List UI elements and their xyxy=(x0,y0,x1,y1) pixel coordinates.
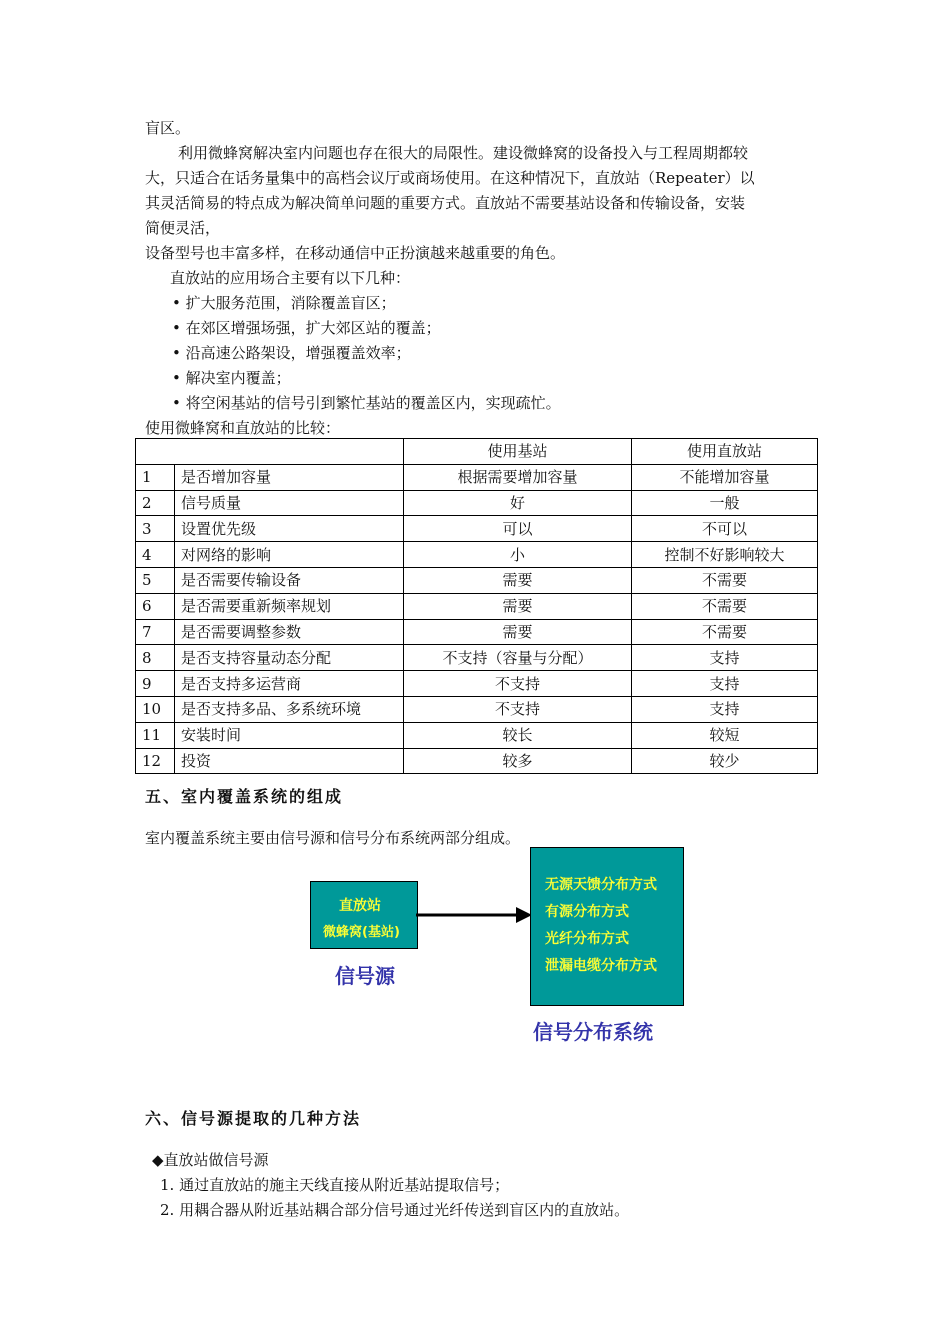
row-item-cell: 是否需要调整参数 xyxy=(175,619,404,645)
repeater-cell: 不需要 xyxy=(631,567,817,593)
base-station-cell: 不支持 xyxy=(404,671,632,697)
arrow-icon xyxy=(416,905,534,925)
repeater-cell: 控制不好影响较大 xyxy=(631,542,817,568)
paragraph-text: 设备型号也丰富多样，在移动通信中正扮演越来越重要的角色。 xyxy=(145,244,566,262)
list-item: • 将空闲基站的信号引到繁忙基站的覆盖区内，实现疏忙。 xyxy=(172,394,561,412)
row-number-cell: 8 xyxy=(136,645,175,671)
row-number-cell: 6 xyxy=(136,593,175,619)
table-row xyxy=(136,671,818,697)
row-item-cell: 是否支持容量动态分配 xyxy=(175,645,404,671)
row-item-cell: 是否需要重新频率规划 xyxy=(175,593,404,619)
distribution-box xyxy=(530,847,684,1006)
list-item: • 扩大服务范围，消除覆盖盲区； xyxy=(172,294,396,312)
subheading: ◆直放站做信号源 xyxy=(152,1151,269,1169)
row-item-cell: 设置优先级 xyxy=(175,516,404,542)
paragraph-text: 简便灵活， xyxy=(145,219,221,237)
table-header-cell: 使用基站 xyxy=(404,439,632,465)
table-row xyxy=(136,567,818,593)
signal-source-box xyxy=(310,881,418,949)
box-label: 直放站 xyxy=(339,898,381,914)
repeater-cell: 一般 xyxy=(631,490,817,516)
paragraph-text: 直放站的应用场合主要有以下几种： xyxy=(170,269,411,287)
distribution-caption: 信号分布系统 xyxy=(533,1020,653,1044)
section-heading: 六、信号源提取的几种方法 xyxy=(145,1109,362,1128)
box-label: 光纤分布方式 xyxy=(545,931,629,947)
base-station-cell: 小 xyxy=(404,542,632,568)
row-item-cell: 是否支持多运营商 xyxy=(175,671,404,697)
table-row xyxy=(136,722,818,748)
list-item: • 解决室内覆盖； xyxy=(172,369,291,387)
base-station-cell: 需要 xyxy=(404,567,632,593)
row-item-cell: 是否支持多品、多系统环境 xyxy=(175,696,404,722)
table-row xyxy=(136,696,818,722)
repeater-cell: 不能增加容量 xyxy=(631,464,817,490)
box-label: 无源天馈分布方式 xyxy=(545,877,657,893)
repeater-cell: 较短 xyxy=(631,722,817,748)
paragraph-text: 盲区。 xyxy=(145,119,191,137)
base-station-cell: 较多 xyxy=(404,748,632,774)
comparison-table xyxy=(135,438,818,774)
row-number-cell: 12 xyxy=(136,748,175,774)
base-station-cell: 较长 xyxy=(404,722,632,748)
table-header-cell: 使用直放站 xyxy=(631,439,817,465)
list-item: 1. 通过直放站的施主天线直接从附近基站提取信号； xyxy=(160,1176,510,1194)
paragraph-text: 其灵活简易的特点成为解决简单问题的重要方式。直放站不需要基站设备和传输设备，安装 xyxy=(145,194,746,212)
box-label: 泄漏电缆分布方式 xyxy=(545,958,657,974)
row-item-cell: 安装时间 xyxy=(175,722,404,748)
row-number-cell: 11 xyxy=(136,722,175,748)
row-number-cell: 7 xyxy=(136,619,175,645)
table-row xyxy=(136,516,818,542)
table-row xyxy=(136,645,818,671)
row-number-cell: 3 xyxy=(136,516,175,542)
box-label: 有源分布方式 xyxy=(545,904,629,920)
row-number-cell: 2 xyxy=(136,490,175,516)
table-header-row xyxy=(136,439,818,465)
table-header-cell xyxy=(136,439,404,465)
repeater-cell: 不需要 xyxy=(631,593,817,619)
row-number-cell: 5 xyxy=(136,567,175,593)
list-item: • 在郊区增强场强，扩大郊区站的覆盖； xyxy=(172,319,441,337)
table-row xyxy=(136,748,818,774)
table-caption: 使用微蜂窝和直放站的比较： xyxy=(145,419,341,437)
paragraph-text: 室内覆盖系统主要由信号源和信号分布系统两部分组成。 xyxy=(145,829,521,847)
box-label: 微蜂窝(基站) xyxy=(323,925,400,940)
repeater-cell: 支持 xyxy=(631,696,817,722)
base-station-cell: 需要 xyxy=(404,619,632,645)
base-station-cell: 需要 xyxy=(404,593,632,619)
row-item-cell: 信号质量 xyxy=(175,490,404,516)
row-number-cell: 4 xyxy=(136,542,175,568)
base-station-cell: 不支持 xyxy=(404,696,632,722)
repeater-cell: 不需要 xyxy=(631,619,817,645)
base-station-cell: 不支持（容量与分配） xyxy=(404,645,632,671)
repeater-cell: 支持 xyxy=(631,671,817,697)
repeater-cell: 支持 xyxy=(631,645,817,671)
list-item: 2. 用耦合器从附近基站耦合部分信号通过光纤传送到盲区内的直放站。 xyxy=(160,1201,630,1219)
row-number-cell: 10 xyxy=(136,696,175,722)
table-row xyxy=(136,490,818,516)
table-row xyxy=(136,542,818,568)
list-item: • 沿高速公路架设，增强覆盖效率； xyxy=(172,344,411,362)
row-item-cell: 对网络的影响 xyxy=(175,542,404,568)
repeater-cell: 较少 xyxy=(631,748,817,774)
base-station-cell: 根据需要增加容量 xyxy=(404,464,632,490)
table-row xyxy=(136,593,818,619)
row-number-cell: 9 xyxy=(136,671,175,697)
source-caption: 信号源 xyxy=(335,964,395,988)
row-item-cell: 是否需要传输设备 xyxy=(175,567,404,593)
paragraph-text: 利用微蜂窝解决室内问题也存在很大的局限性。建设微蜂窝的设备投入与工程周期都较 xyxy=(178,144,749,162)
row-item-cell: 是否增加容量 xyxy=(175,464,404,490)
row-item-cell: 投资 xyxy=(175,748,404,774)
repeater-cell: 不可以 xyxy=(631,516,817,542)
section-heading: 五、室内覆盖系统的组成 xyxy=(145,787,344,806)
base-station-cell: 可以 xyxy=(404,516,632,542)
paragraph-text: 大，只适合在话务量集中的高档会议厅或商场使用。在这种情况下，直放站（Repeater）以 xyxy=(145,169,755,187)
row-number-cell: 1 xyxy=(136,464,175,490)
table-row xyxy=(136,464,818,490)
base-station-cell: 好 xyxy=(404,490,632,516)
table-row xyxy=(136,619,818,645)
